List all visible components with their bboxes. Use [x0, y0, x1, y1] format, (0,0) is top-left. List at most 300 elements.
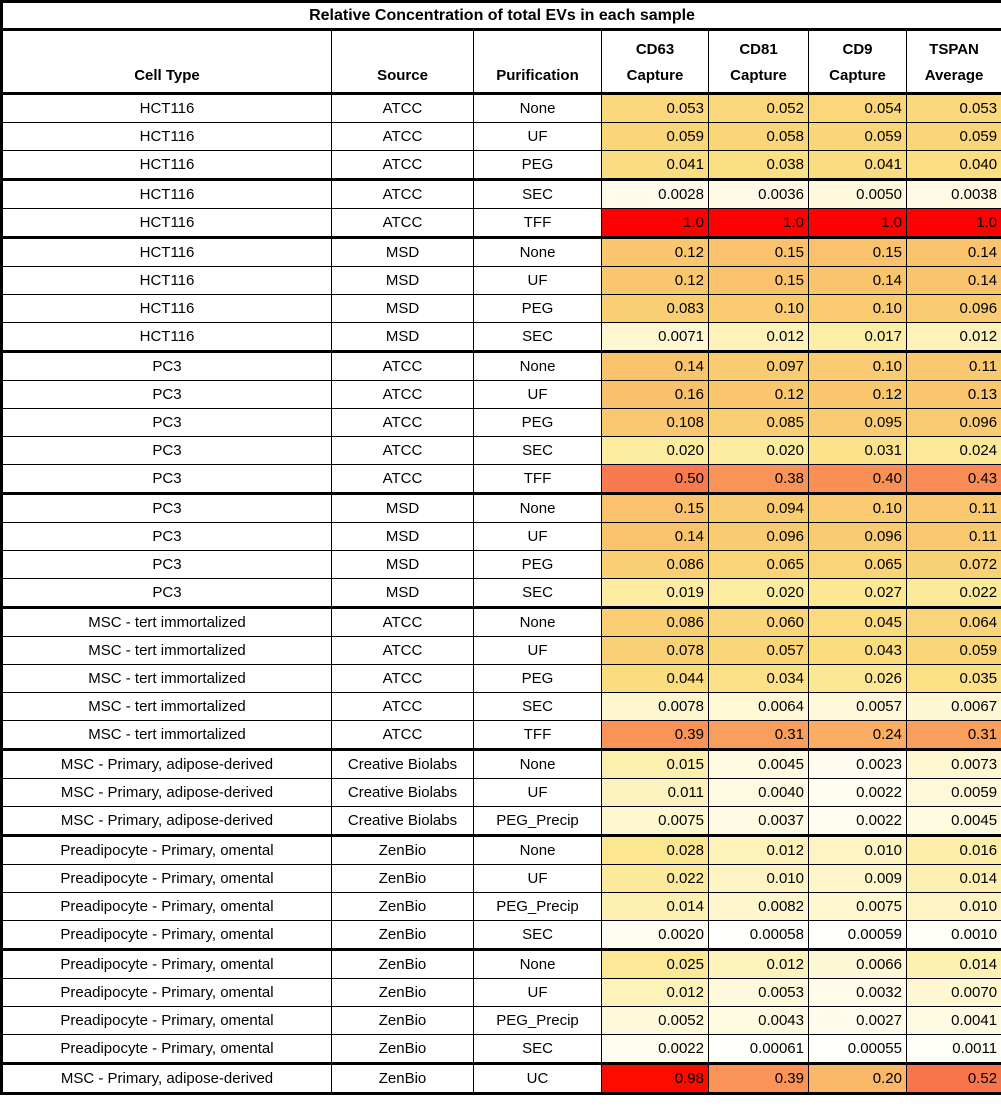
table-row — [2, 807, 1001, 836]
table-row — [2, 267, 1001, 295]
value-cell-cd63: 0.0020 — [602, 921, 709, 950]
value-cell-cd9: 0.096 — [809, 523, 907, 551]
value-cell-cd81: 0.060 — [709, 608, 809, 637]
source-cell: MSD — [332, 494, 474, 523]
purification-cell: TFF — [474, 209, 602, 238]
value-cell-cd81: 0.065 — [709, 551, 809, 579]
purification-cell: PEG_Precip — [474, 1007, 602, 1035]
value-cell-tspan: 0.11 — [907, 494, 1001, 523]
value-cell-tspan: 0.14 — [907, 267, 1001, 295]
value-cell-cd81: 1.0 — [709, 209, 809, 238]
table-row — [2, 238, 1001, 267]
cell-type-cell: PC3 — [2, 551, 332, 579]
value-cell-cd63: 0.39 — [602, 721, 709, 750]
source-cell: ZenBio — [332, 979, 474, 1007]
value-cell-cd81: 0.012 — [709, 323, 809, 352]
value-cell-tspan: 0.010 — [907, 893, 1001, 921]
value-cell-tspan: 0.096 — [907, 409, 1001, 437]
source-cell: ATCC — [332, 637, 474, 665]
value-cell-cd63: 0.14 — [602, 523, 709, 551]
value-cell-cd63: 0.078 — [602, 637, 709, 665]
value-cell-cd9: 0.065 — [809, 551, 907, 579]
source-cell: ZenBio — [332, 836, 474, 865]
purification-cell: SEC — [474, 437, 602, 465]
source-cell: ATCC — [332, 151, 474, 180]
purification-cell: SEC — [474, 1035, 602, 1064]
value-cell-cd81: 0.096 — [709, 523, 809, 551]
value-cell-cd9: 0.10 — [809, 295, 907, 323]
value-cell-tspan: 0.035 — [907, 665, 1001, 693]
cell-type-cell: PC3 — [2, 494, 332, 523]
value-cell-cd81: 0.012 — [709, 950, 809, 979]
cell-type-cell: PC3 — [2, 523, 332, 551]
value-cell-cd63: 0.011 — [602, 779, 709, 807]
value-cell-tspan: 0.0073 — [907, 750, 1001, 779]
value-cell-tspan: 0.0011 — [907, 1035, 1001, 1064]
table-row — [2, 1064, 1001, 1094]
value-cell-cd63: 0.108 — [602, 409, 709, 437]
source-cell: ATCC — [332, 123, 474, 151]
value-cell-cd63: 1.0 — [602, 209, 709, 238]
table-row — [2, 750, 1001, 779]
source-cell: ATCC — [332, 608, 474, 637]
column-header-source — [332, 30, 474, 94]
column-header-cell_type-line2: Cell Type — [134, 67, 200, 84]
cell-type-cell: MSC - tert immortalized — [2, 665, 332, 693]
value-cell-tspan: 0.13 — [907, 381, 1001, 409]
table-row — [2, 608, 1001, 637]
value-cell-cd9: 0.24 — [809, 721, 907, 750]
source-cell: ZenBio — [332, 950, 474, 979]
table-row — [2, 1007, 1001, 1035]
value-cell-cd9: 0.20 — [809, 1064, 907, 1094]
table-row — [2, 836, 1001, 865]
cell-type-cell: HCT116 — [2, 295, 332, 323]
value-cell-cd63: 0.044 — [602, 665, 709, 693]
source-cell: ATCC — [332, 209, 474, 238]
purification-cell: PEG — [474, 295, 602, 323]
cell-type-cell: PC3 — [2, 579, 332, 608]
value-cell-cd81: 0.0053 — [709, 979, 809, 1007]
cell-type-cell: Preadipocyte - Primary, omental — [2, 1035, 332, 1064]
table-row — [2, 209, 1001, 238]
cell-type-cell: MSC - Primary, adipose-derived — [2, 779, 332, 807]
value-cell-tspan: 0.0038 — [907, 180, 1001, 209]
value-cell-tspan: 1.0 — [907, 209, 1001, 238]
source-cell: Creative Biolabs — [332, 779, 474, 807]
value-cell-cd63: 0.012 — [602, 979, 709, 1007]
purification-cell: TFF — [474, 721, 602, 750]
purification-cell: UF — [474, 637, 602, 665]
table-row — [2, 865, 1001, 893]
value-cell-tspan: 0.040 — [907, 151, 1001, 180]
column-header-cd81 — [709, 30, 809, 94]
value-cell-tspan: 0.072 — [907, 551, 1001, 579]
column-header-tspan — [907, 30, 1001, 94]
purification-cell: SEC — [474, 693, 602, 721]
value-cell-cd63: 0.14 — [602, 352, 709, 381]
value-cell-cd81: 0.052 — [709, 94, 809, 123]
value-cell-tspan: 0.0010 — [907, 921, 1001, 950]
purification-cell: None — [474, 352, 602, 381]
value-cell-cd63: 0.0078 — [602, 693, 709, 721]
table-row — [2, 693, 1001, 721]
value-cell-cd63: 0.0022 — [602, 1035, 709, 1064]
value-cell-cd81: 0.0037 — [709, 807, 809, 836]
cell-type-cell: MSC - tert immortalized — [2, 721, 332, 750]
value-cell-tspan: 0.053 — [907, 94, 1001, 123]
value-cell-cd81: 0.0045 — [709, 750, 809, 779]
cell-type-cell: HCT116 — [2, 180, 332, 209]
value-cell-cd81: 0.010 — [709, 865, 809, 893]
cell-type-cell: Preadipocyte - Primary, omental — [2, 921, 332, 950]
value-cell-cd81: 0.10 — [709, 295, 809, 323]
purification-cell: UC — [474, 1064, 602, 1094]
value-cell-cd81: 0.15 — [709, 238, 809, 267]
value-cell-cd63: 0.0052 — [602, 1007, 709, 1035]
source-cell: Creative Biolabs — [332, 750, 474, 779]
value-cell-cd81: 0.0043 — [709, 1007, 809, 1035]
value-cell-cd81: 0.012 — [709, 836, 809, 865]
source-cell: ATCC — [332, 409, 474, 437]
column-header-cd63-line1: CD63 — [635, 41, 675, 58]
value-cell-cd9: 0.12 — [809, 381, 907, 409]
value-cell-cd9: 0.0075 — [809, 893, 907, 921]
column-header-cd9-line2: Capture — [829, 67, 886, 84]
value-cell-tspan: 0.014 — [907, 950, 1001, 979]
value-cell-cd81: 0.097 — [709, 352, 809, 381]
value-cell-cd9: 0.041 — [809, 151, 907, 180]
value-cell-cd9: 0.10 — [809, 494, 907, 523]
value-cell-cd81: 0.0040 — [709, 779, 809, 807]
value-cell-cd63: 0.086 — [602, 551, 709, 579]
value-cell-cd81: 0.0064 — [709, 693, 809, 721]
source-cell: MSD — [332, 523, 474, 551]
value-cell-cd63: 0.022 — [602, 865, 709, 893]
source-cell: ZenBio — [332, 1007, 474, 1035]
value-cell-cd63: 0.086 — [602, 608, 709, 637]
cell-type-cell: Preadipocyte - Primary, omental — [2, 979, 332, 1007]
purification-cell: UF — [474, 523, 602, 551]
value-cell-tspan: 0.11 — [907, 523, 1001, 551]
value-cell-cd9: 0.00055 — [809, 1035, 907, 1064]
value-cell-cd81: 0.038 — [709, 151, 809, 180]
value-cell-tspan: 0.064 — [907, 608, 1001, 637]
column-header-cd81-line2: Capture — [730, 67, 787, 84]
value-cell-cd9: 0.0050 — [809, 180, 907, 209]
purification-cell: None — [474, 750, 602, 779]
table-row — [2, 779, 1001, 807]
value-cell-cd63: 0.50 — [602, 465, 709, 494]
value-cell-cd9: 0.0032 — [809, 979, 907, 1007]
value-cell-cd81: 0.15 — [709, 267, 809, 295]
purification-cell: SEC — [474, 180, 602, 209]
source-cell: ZenBio — [332, 865, 474, 893]
value-cell-tspan: 0.0070 — [907, 979, 1001, 1007]
cell-type-cell: Preadipocyte - Primary, omental — [2, 865, 332, 893]
value-cell-tspan: 0.14 — [907, 238, 1001, 267]
value-cell-cd9: 0.017 — [809, 323, 907, 352]
purification-cell: UF — [474, 123, 602, 151]
purification-cell: SEC — [474, 323, 602, 352]
purification-cell: None — [474, 608, 602, 637]
value-cell-cd9: 0.0027 — [809, 1007, 907, 1035]
value-cell-cd9: 0.095 — [809, 409, 907, 437]
column-header-cd9 — [809, 30, 907, 94]
value-cell-cd9: 0.0066 — [809, 950, 907, 979]
value-cell-cd81: 0.12 — [709, 381, 809, 409]
cell-type-cell: Preadipocyte - Primary, omental — [2, 950, 332, 979]
purification-cell: PEG_Precip — [474, 893, 602, 921]
value-cell-tspan: 0.059 — [907, 637, 1001, 665]
column-header-cell_type — [2, 30, 332, 94]
source-cell: ATCC — [332, 693, 474, 721]
value-cell-tspan: 0.096 — [907, 295, 1001, 323]
column-header-purification-line2: Purification — [496, 67, 579, 84]
value-cell-cd9: 0.009 — [809, 865, 907, 893]
value-cell-tspan: 0.43 — [907, 465, 1001, 494]
table-title: Relative Concentration of total EVs in each sample — [2, 2, 1001, 30]
cell-type-cell: PC3 — [2, 409, 332, 437]
value-cell-tspan: 0.024 — [907, 437, 1001, 465]
purification-cell: PEG — [474, 551, 602, 579]
cell-type-cell: HCT116 — [2, 123, 332, 151]
source-cell: Creative Biolabs — [332, 807, 474, 836]
table-row — [2, 381, 1001, 409]
value-cell-cd81: 0.034 — [709, 665, 809, 693]
cell-type-cell: PC3 — [2, 437, 332, 465]
column-header-cd63 — [602, 30, 709, 94]
source-cell: MSD — [332, 579, 474, 608]
value-cell-cd9: 0.0023 — [809, 750, 907, 779]
table-row — [2, 295, 1001, 323]
cell-type-cell: PC3 — [2, 381, 332, 409]
value-cell-tspan: 0.0059 — [907, 779, 1001, 807]
cell-type-cell: PC3 — [2, 352, 332, 381]
source-cell: ATCC — [332, 381, 474, 409]
table-row — [2, 950, 1001, 979]
cell-type-cell: MSC - tert immortalized — [2, 637, 332, 665]
value-cell-cd9: 0.0057 — [809, 693, 907, 721]
table-row — [2, 721, 1001, 750]
value-cell-cd9: 0.054 — [809, 94, 907, 123]
purification-cell: None — [474, 836, 602, 865]
value-cell-tspan: 0.012 — [907, 323, 1001, 352]
source-cell: ATCC — [332, 665, 474, 693]
value-cell-cd81: 0.058 — [709, 123, 809, 151]
cell-type-cell: MSC - Primary, adipose-derived — [2, 1064, 332, 1094]
table-row — [2, 94, 1001, 123]
cell-type-cell: HCT116 — [2, 94, 332, 123]
value-cell-cd63: 0.16 — [602, 381, 709, 409]
value-cell-tspan: 0.014 — [907, 865, 1001, 893]
source-cell: MSD — [332, 267, 474, 295]
column-header-cd9-line1: CD9 — [842, 41, 873, 58]
value-cell-cd9: 0.010 — [809, 836, 907, 865]
value-cell-cd9: 0.0022 — [809, 779, 907, 807]
value-cell-cd63: 0.083 — [602, 295, 709, 323]
source-cell: ZenBio — [332, 1035, 474, 1064]
value-cell-cd63: 0.98 — [602, 1064, 709, 1094]
value-cell-cd9: 0.059 — [809, 123, 907, 151]
title-row — [2, 2, 1001, 30]
source-cell: MSD — [332, 238, 474, 267]
value-cell-cd63: 0.015 — [602, 750, 709, 779]
cell-type-cell: HCT116 — [2, 323, 332, 352]
purification-cell: None — [474, 94, 602, 123]
value-cell-cd9: 0.031 — [809, 437, 907, 465]
value-cell-cd81: 0.0082 — [709, 893, 809, 921]
value-cell-cd63: 0.028 — [602, 836, 709, 865]
value-cell-cd81: 0.39 — [709, 1064, 809, 1094]
purification-cell: PEG — [474, 665, 602, 693]
value-cell-cd63: 0.059 — [602, 123, 709, 151]
value-cell-cd81: 0.38 — [709, 465, 809, 494]
header-row — [2, 30, 1001, 94]
table-row — [2, 665, 1001, 693]
source-cell: ATCC — [332, 180, 474, 209]
cell-type-cell: HCT116 — [2, 238, 332, 267]
value-cell-cd9: 0.10 — [809, 352, 907, 381]
value-cell-cd81: 0.085 — [709, 409, 809, 437]
source-cell: MSD — [332, 295, 474, 323]
cell-type-cell: Preadipocyte - Primary, omental — [2, 1007, 332, 1035]
value-cell-cd63: 0.041 — [602, 151, 709, 180]
value-cell-cd9: 0.0022 — [809, 807, 907, 836]
cell-type-cell: MSC - tert immortalized — [2, 693, 332, 721]
purification-cell: UF — [474, 979, 602, 1007]
value-cell-cd81: 0.0036 — [709, 180, 809, 209]
source-cell: ZenBio — [332, 921, 474, 950]
table-row — [2, 579, 1001, 608]
purification-cell: PEG_Precip — [474, 807, 602, 836]
value-cell-tspan: 0.022 — [907, 579, 1001, 608]
cell-type-cell: Preadipocyte - Primary, omental — [2, 836, 332, 865]
source-cell: MSD — [332, 323, 474, 352]
purification-cell: None — [474, 950, 602, 979]
purification-cell: UF — [474, 381, 602, 409]
table-row — [2, 123, 1001, 151]
table-row — [2, 979, 1001, 1007]
value-cell-cd63: 0.12 — [602, 238, 709, 267]
cell-type-cell: MSC - tert immortalized — [2, 608, 332, 637]
value-cell-cd81: 0.057 — [709, 637, 809, 665]
value-cell-cd9: 0.15 — [809, 238, 907, 267]
purification-cell: SEC — [474, 579, 602, 608]
table-row — [2, 551, 1001, 579]
purification-cell: TFF — [474, 465, 602, 494]
source-cell: ATCC — [332, 465, 474, 494]
column-header-tspan-line2: Average — [924, 67, 984, 84]
column-header-tspan-line1: TSPAN — [929, 41, 979, 58]
value-cell-cd63: 0.014 — [602, 893, 709, 921]
column-header-source-line2: Source — [377, 67, 428, 84]
column-header-purification — [474, 30, 602, 94]
table-row — [2, 921, 1001, 950]
purification-cell: SEC — [474, 921, 602, 950]
cell-type-cell: HCT116 — [2, 151, 332, 180]
value-cell-tspan: 0.31 — [907, 721, 1001, 750]
value-cell-cd9: 0.027 — [809, 579, 907, 608]
table-row — [2, 523, 1001, 551]
cell-type-cell: MSC - Primary, adipose-derived — [2, 807, 332, 836]
table-row — [2, 1035, 1001, 1064]
value-cell-cd63: 0.020 — [602, 437, 709, 465]
column-header-cd63-line2: Capture — [626, 67, 684, 84]
source-cell: ZenBio — [332, 893, 474, 921]
value-cell-cd63: 0.15 — [602, 494, 709, 523]
purification-cell: UF — [474, 267, 602, 295]
value-cell-tspan: 0.0067 — [907, 693, 1001, 721]
source-cell: MSD — [332, 551, 474, 579]
value-cell-cd81: 0.020 — [709, 579, 809, 608]
table-row — [2, 409, 1001, 437]
value-cell-cd9: 0.40 — [809, 465, 907, 494]
purification-cell: PEG — [474, 151, 602, 180]
value-cell-tspan: 0.059 — [907, 123, 1001, 151]
cell-type-cell: PC3 — [2, 465, 332, 494]
table-row — [2, 437, 1001, 465]
source-cell: ATCC — [332, 721, 474, 750]
source-cell: ZenBio — [332, 1064, 474, 1094]
value-cell-cd63: 0.0071 — [602, 323, 709, 352]
source-cell: ATCC — [332, 352, 474, 381]
value-cell-cd63: 0.025 — [602, 950, 709, 979]
value-cell-cd9: 0.026 — [809, 665, 907, 693]
value-cell-tspan: 0.016 — [907, 836, 1001, 865]
value-cell-tspan: 0.52 — [907, 1064, 1001, 1094]
value-cell-cd63: 0.0075 — [602, 807, 709, 836]
value-cell-cd9: 0.043 — [809, 637, 907, 665]
purification-cell: UF — [474, 865, 602, 893]
value-cell-cd81: 0.31 — [709, 721, 809, 750]
value-cell-cd9: 0.00059 — [809, 921, 907, 950]
table-row — [2, 180, 1001, 209]
value-cell-cd9: 0.045 — [809, 608, 907, 637]
value-cell-tspan: 0.0041 — [907, 1007, 1001, 1035]
cell-type-cell: MSC - Primary, adipose-derived — [2, 750, 332, 779]
value-cell-cd81: 0.020 — [709, 437, 809, 465]
value-cell-cd81: 0.094 — [709, 494, 809, 523]
column-header-cd81-line1: CD81 — [739, 41, 778, 58]
source-cell: ATCC — [332, 94, 474, 123]
cell-type-cell: HCT116 — [2, 267, 332, 295]
value-cell-cd63: 0.053 — [602, 94, 709, 123]
table-row — [2, 323, 1001, 352]
value-cell-cd81: 0.00058 — [709, 921, 809, 950]
table-row — [2, 893, 1001, 921]
value-cell-tspan: 0.11 — [907, 352, 1001, 381]
table-row — [2, 494, 1001, 523]
cell-type-cell: HCT116 — [2, 209, 332, 238]
value-cell-cd63: 0.0028 — [602, 180, 709, 209]
value-cell-cd63: 0.12 — [602, 267, 709, 295]
value-cell-cd63: 0.019 — [602, 579, 709, 608]
purification-cell: PEG — [474, 409, 602, 437]
value-cell-tspan: 0.0045 — [907, 807, 1001, 836]
source-cell: ATCC — [332, 437, 474, 465]
value-cell-cd9: 1.0 — [809, 209, 907, 238]
cell-type-cell: Preadipocyte - Primary, omental — [2, 893, 332, 921]
purification-cell: None — [474, 494, 602, 523]
purification-cell: None — [474, 238, 602, 267]
table-row — [2, 352, 1001, 381]
table-row — [2, 637, 1001, 665]
table-row — [2, 465, 1001, 494]
table-row — [2, 151, 1001, 180]
purification-cell: UF — [474, 779, 602, 807]
value-cell-cd81: 0.00061 — [709, 1035, 809, 1064]
